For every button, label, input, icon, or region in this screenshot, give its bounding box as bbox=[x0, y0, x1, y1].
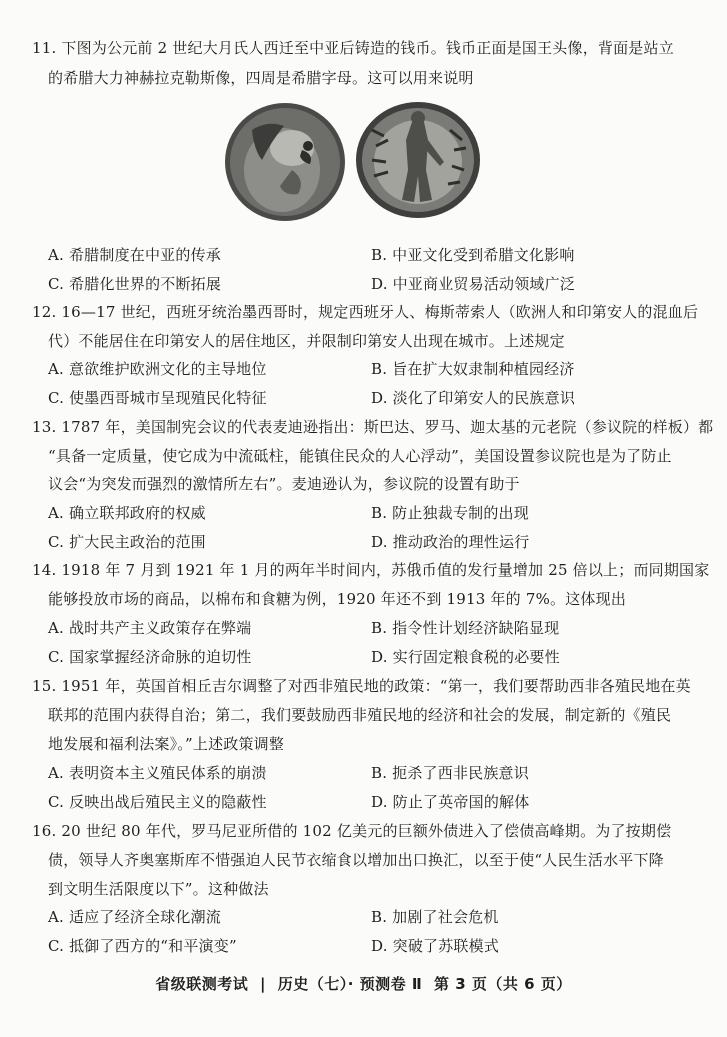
q11-option-b: B. 中亚文化受到希腊文化影响 bbox=[371, 246, 575, 264]
q14-option-a: A. 战时共产主义政策存在弊端 bbox=[48, 619, 252, 637]
q12-stem-line2: 代）不能居住在印第安人的居住地区，并限制印第安人出现在城市。上述规定 bbox=[48, 332, 565, 350]
q12-option-a: A. 意欲维护欧洲文化的主导地位 bbox=[48, 360, 267, 378]
q15-option-d: D. 防止了英帝国的解体 bbox=[371, 793, 530, 811]
q15-option-c: C. 反映出战后殖民主义的隐蔽性 bbox=[48, 793, 267, 811]
q12-option-b: B. 旨在扩大奴隶制种植园经济 bbox=[371, 360, 575, 378]
q11-option-c: C. 希腊化世界的不断拓展 bbox=[48, 275, 222, 293]
q11-option-d: D. 中亚商业贸易活动领域广泛 bbox=[371, 275, 576, 293]
q16-option-d: D. 突破了苏联模式 bbox=[371, 937, 500, 955]
q16-stem-line1: 16. 20 世纪 80 年代，罗马尼亚所借的 102 亿美元的巨额外债进入了偿债高峰期。为了按期偿 bbox=[32, 822, 672, 840]
footer-separator: | bbox=[260, 975, 266, 993]
footer-page-number: 第 3 页（共 6 页） bbox=[433, 975, 572, 993]
q15-stem-line2: 联邦的范围内获得自治；第二，我们要鼓励西非殖民地的经济和社会的发展，制定新的《殖民 bbox=[48, 706, 672, 724]
q11-stem-line1: 11. 下图为公元前 2 世纪大月氏人西迁至中亚后铸造的钱币。钱币正面是国王头像，背面是站立 bbox=[32, 39, 674, 57]
q16-option-c: C. 抵御了西方的“和平演变” bbox=[48, 937, 237, 955]
q13-option-d: D. 推动政治的理性运行 bbox=[371, 533, 530, 551]
q15-option-b: B. 扼杀了西非民族意识 bbox=[371, 764, 529, 782]
q11-stem-line2: 的希腊大力神赫拉克勒斯像，四周是希腊字母。这可以用来说明 bbox=[48, 69, 474, 87]
q12-option-d: D. 淡化了印第安人的民族意识 bbox=[371, 389, 576, 407]
q16-stem-line2: 债，领导人齐奥塞斯库不惜强迫人民节衣缩食以增加出口换汇，以至于使“人民生活水平下降 bbox=[48, 851, 664, 869]
q16-option-b: B. 加剧了社会危机 bbox=[371, 908, 499, 926]
q14-stem-line2: 能够投放市场的商品，以棉布和食糖为例，1920 年还不到 1913 年的 7%。这体现出 bbox=[48, 590, 627, 608]
q13-stem-line1: 13. 1787 年，美国制宪会议的代表麦迪逊指出：斯巴达、罗马、迦太基的元老院（参议院的样板）都 bbox=[32, 418, 714, 436]
q13-option-b: B. 防止独裁专制的出现 bbox=[371, 504, 529, 522]
footer-exam-name: 省级联测考试 bbox=[155, 975, 249, 993]
q14-option-b: B. 指令性计划经济缺陷显现 bbox=[371, 619, 560, 637]
q15-stem-line3: 地发展和福利法案》。”上述政策调整 bbox=[48, 735, 285, 753]
q13-stem-line2: “具备一定质量，使它成为中流砥柱，能镇住民众的人心浮动”，美国设置参议院也是为了防止 bbox=[48, 447, 672, 465]
q14-option-d: D. 实行固定粮食税的必要性 bbox=[371, 648, 560, 666]
q11-option-a: A. 希腊制度在中亚的传承 bbox=[48, 246, 221, 264]
q14-stem-line1: 14. 1918 年 7 月到 1921 年 1 月的两年半时间内，苏俄币值的发行量增加 25 倍以上；而同期国家 bbox=[32, 561, 710, 579]
coin-king-head-icon bbox=[225, 103, 345, 221]
q15-stem-line1: 15. 1951 年，英国首相丘吉尔调整了对西非殖民地的政策：“第一，我们要帮助西非各殖民地在英 bbox=[32, 677, 691, 695]
q16-option-a: A. 适应了经济全球化潮流 bbox=[48, 908, 221, 926]
footer-subject: 历史（七）· 预测卷 Ⅱ bbox=[277, 975, 423, 993]
q15-option-a: A. 表明资本主义殖民体系的崩溃 bbox=[48, 764, 267, 782]
q13-option-a: A. 确立联邦政府的权威 bbox=[48, 504, 206, 522]
coin-illustration bbox=[222, 100, 484, 225]
coin-heracles-icon bbox=[356, 102, 480, 218]
q13-stem-line3: 议会“为突发而强烈的激情所左右”。麦迪逊认为，参议院的设置有助于 bbox=[48, 475, 520, 493]
q12-stem-line1: 12. 16—17 世纪，西班牙统治墨西哥时，规定西班牙人、梅斯蒂索人（欧洲人和印第安人的混血后 bbox=[32, 303, 699, 321]
q16-stem-line3: 到文明生活限度以下”。这种做法 bbox=[48, 880, 269, 898]
q13-option-c: C. 扩大民主政治的范围 bbox=[48, 533, 206, 551]
page-footer bbox=[0, 974, 727, 994]
q12-option-c: C. 使墨西哥城市呈现殖民化特征 bbox=[48, 389, 267, 407]
q14-option-c: C. 国家掌握经济命脉的迫切性 bbox=[48, 648, 252, 666]
